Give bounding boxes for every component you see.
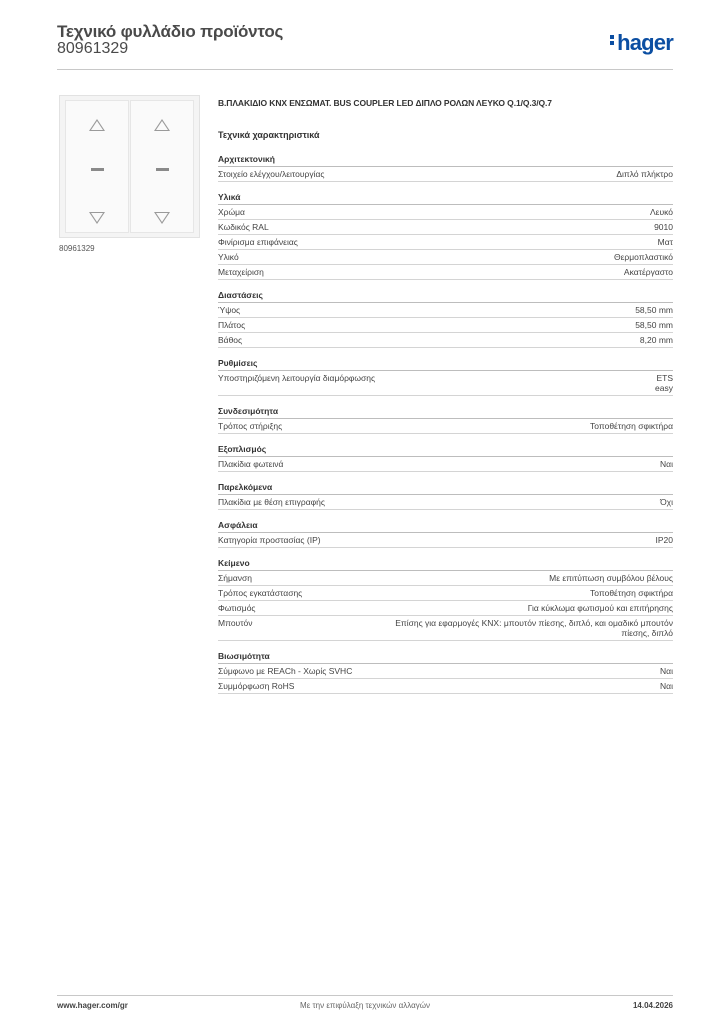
arrow-down-icon <box>154 212 170 224</box>
spec-label: Φωτισμός <box>218 603 256 613</box>
spec-label: Πλακίδια φωτεινά <box>218 459 284 469</box>
spec-value: Διπλό πλήκτρο <box>616 169 673 179</box>
spec-group <box>218 192 673 280</box>
spec-label: Υλικό <box>218 252 239 262</box>
product-image <box>59 95 200 238</box>
spec-label: Μπουτόν <box>218 618 253 628</box>
spec-value: Ναι <box>660 459 673 469</box>
spec-row <box>218 664 673 679</box>
group-title: Κείμενο <box>218 558 673 571</box>
spec-value: IP20 <box>655 535 673 545</box>
spec-value: Με επιτύπωση συμβόλου βέλους <box>549 573 673 583</box>
spec-label: Βάθος <box>218 335 243 345</box>
spec-value: Τοποθέτηση σφικτήρα <box>589 421 673 431</box>
hager-logo <box>610 30 673 56</box>
spec-value: Ακατέργαστο <box>623 267 673 277</box>
spec-label: Τρόπος στήριξης <box>218 421 283 431</box>
spec-row <box>218 419 673 434</box>
spec-group <box>218 482 673 510</box>
spec-row <box>218 250 673 265</box>
spec-row <box>218 235 673 250</box>
spec-row <box>218 333 673 348</box>
led-indicator-icon <box>156 168 169 171</box>
spec-group <box>218 358 673 396</box>
spec-value: Όχι <box>660 497 673 507</box>
arrow-down-icon <box>89 212 105 224</box>
arrow-up-icon <box>89 119 105 131</box>
spec-value: Ματ <box>657 237 673 247</box>
spec-label: Πλακίδια με θέση επιγραφής <box>218 497 325 507</box>
spec-label: Στοιχείο ελέγχου/λειτουργίας <box>218 169 325 179</box>
logo-text: hager <box>617 30 673 55</box>
spec-group <box>218 651 673 694</box>
spec-value: Θερμοπλαστικό <box>613 252 673 262</box>
group-title: Διαστάσεις <box>218 290 673 303</box>
spec-label: Πλάτος <box>218 320 246 330</box>
image-caption: 80961329 <box>59 244 95 253</box>
spec-value: Για κύκλωμα φωτισμού και επιτήρησης <box>527 603 673 613</box>
footer-website[interactable]: www.hager.com/gr <box>57 1001 128 1010</box>
spec-value: Ναι <box>660 681 673 691</box>
spec-label: Τρόπος εγκατάστασης <box>218 588 303 598</box>
spec-row <box>218 220 673 235</box>
page-footer <box>57 995 673 1015</box>
spec-row <box>218 167 673 182</box>
document-number: 80961329 <box>57 40 129 57</box>
spec-row <box>218 265 673 280</box>
group-title: Ασφάλεια <box>218 520 673 533</box>
spec-label: Κατηγορία προστασίας (IP) <box>218 535 321 545</box>
product-title: Β.ΠΛΑΚΙΔΙΟ KNX ΕΝΣΩΜΑΤ. BUS COUPLER LED ΔΙΠΛΟ ΡΟΛΩΝ ΛΕΥΚΟ Q.1/Q.3/Q.7 <box>218 98 552 108</box>
group-title: Εξοπλισμός <box>218 444 673 457</box>
logo-dots-icon <box>610 33 615 47</box>
spec-group <box>218 558 673 641</box>
spec-row <box>218 205 673 220</box>
spec-label: Σύμφωνο με REACh - Χωρίς SVHC <box>218 666 353 676</box>
spec-group <box>218 520 673 548</box>
spec-value: 8,20 mm <box>639 335 673 345</box>
spec-value: Ναι <box>660 666 673 676</box>
spec-label: Συμμόρφωση RoHS <box>218 681 295 691</box>
spec-group <box>218 444 673 472</box>
group-title: Βιωσιμότητα <box>218 651 673 664</box>
spec-row <box>218 571 673 586</box>
group-title: Παρελκόμενα <box>218 482 673 495</box>
spec-value: Τοποθέτηση σφικτήρα <box>589 588 673 598</box>
spec-row <box>218 586 673 601</box>
spec-value: ETS easy <box>655 373 673 393</box>
spec-group <box>218 290 673 348</box>
spec-label: Φινίρισμα επιφάνειας <box>218 237 298 247</box>
spec-value: Επίσης για εφαρμογές KNX: μπουτόν πίεσης, διπλό, και ομαδικό μπουτόν πίεσης, διπλό <box>395 618 673 638</box>
spec-value: Λευκό <box>650 207 673 217</box>
spec-row <box>218 495 673 510</box>
section-heading: Τεχνικά χαρακτηριστικά <box>218 130 320 140</box>
spec-row <box>218 616 673 641</box>
spec-group <box>218 406 673 434</box>
document-title: Τεχνικό φυλλάδιο προϊόντος <box>57 22 284 41</box>
footer-note: Με την επιφύλαξη τεχνικών αλλαγών <box>300 1001 430 1010</box>
spec-row <box>218 457 673 472</box>
spec-row <box>218 371 673 396</box>
group-title: Αρχιτεκτονική <box>218 154 673 167</box>
spec-label: Κωδικός RAL <box>218 222 269 232</box>
spec-content <box>218 98 673 704</box>
spec-label: Χρώμα <box>218 207 245 217</box>
left-rocker <box>65 100 129 233</box>
spec-label: Μεταχείριση <box>218 267 264 277</box>
page-header <box>57 20 673 70</box>
led-indicator-icon <box>91 168 104 171</box>
spec-row <box>218 533 673 548</box>
spec-row <box>218 601 673 616</box>
spec-value: 9010 <box>654 222 673 232</box>
footer-date: 14.04.2026 <box>632 1001 673 1010</box>
spec-group <box>218 154 673 182</box>
group-title: Συνδεσιμότητα <box>218 406 673 419</box>
spec-row <box>218 318 673 333</box>
group-title: Ρυθμίσεις <box>218 358 673 371</box>
spec-value: 58,50 mm <box>635 305 673 315</box>
spec-value: 58,50 mm <box>635 320 673 330</box>
spec-label: Ύψος <box>218 305 241 315</box>
spec-label: Υποστηριζόμενη λειτουργία διαμόρφωσης <box>218 373 376 383</box>
spec-groups <box>218 154 673 694</box>
spec-row <box>218 303 673 318</box>
spec-row <box>218 679 673 694</box>
group-title: Υλικά <box>218 192 673 205</box>
right-rocker <box>130 100 194 233</box>
spec-label: Σήμανση <box>218 573 253 583</box>
arrow-up-icon <box>154 119 170 131</box>
